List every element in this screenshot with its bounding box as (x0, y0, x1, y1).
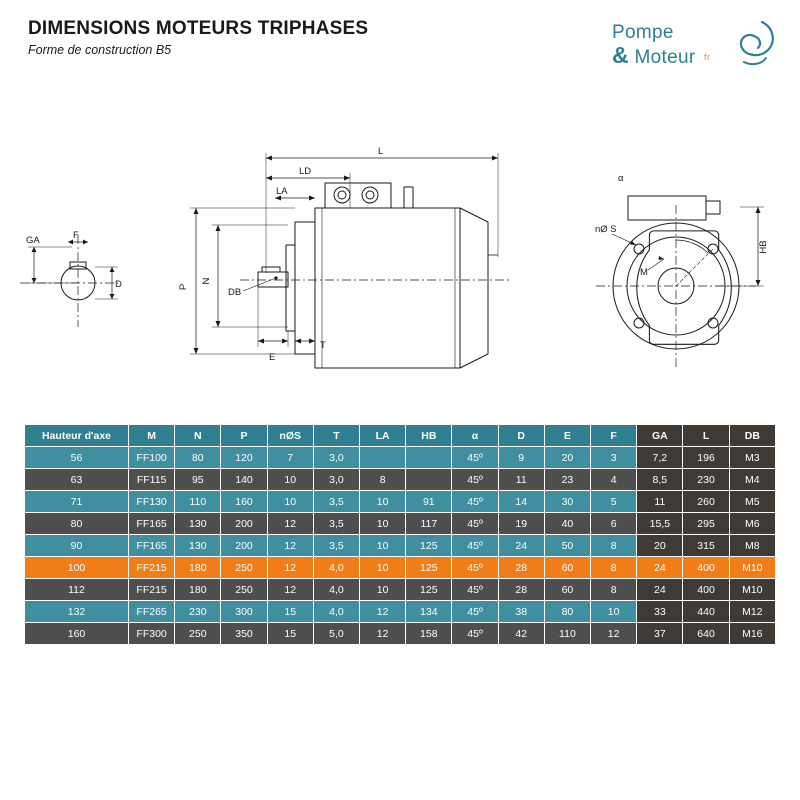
table-cell: 180 (175, 579, 221, 601)
table-cell: 12 (360, 601, 406, 623)
table-cell: 28 (498, 557, 544, 579)
table-col-header: P (221, 425, 267, 447)
table-cell: 10 (360, 535, 406, 557)
table-cell: 60 (544, 557, 590, 579)
table-cell: 400 (683, 557, 729, 579)
table-row (25, 557, 776, 579)
table-cell: 125 (406, 535, 452, 557)
table-col-header: GA (637, 425, 683, 447)
table-cell: 4,0 (313, 601, 359, 623)
label-t: T (320, 340, 326, 351)
table-cell: FF165 (129, 513, 175, 535)
table-cell: M10 (729, 557, 775, 579)
label-n: N (201, 277, 212, 285)
page-title: DIMENSIONS MOTEURS TRIPHASES (28, 18, 369, 39)
table-cell: 7,2 (637, 447, 683, 469)
table-header (25, 425, 776, 447)
table-cell: 15 (267, 601, 313, 623)
table-cell: 42 (498, 623, 544, 645)
table-cell: 11 (498, 469, 544, 491)
table-cell: 160 (25, 623, 129, 645)
technical-drawing (0, 95, 800, 415)
table-cell: 20 (544, 447, 590, 469)
table-cell: 125 (406, 557, 452, 579)
label-e: E (269, 352, 276, 363)
table-cell: 38 (498, 601, 544, 623)
table-cell: 132 (25, 601, 129, 623)
table-cell: 45º (452, 557, 498, 579)
table-cell: 28 (498, 579, 544, 601)
table-col-header: Hauteur d'axe (25, 425, 129, 447)
table-cell: 140 (221, 469, 267, 491)
table-col-header: LA (360, 425, 406, 447)
table-cell: M6 (729, 513, 775, 535)
table-cell: 295 (683, 513, 729, 535)
table-cell: 20 (637, 535, 683, 557)
table-cell: M3 (729, 447, 775, 469)
table-cell: 8 (360, 469, 406, 491)
label-alpha: α (618, 173, 624, 184)
table-cell: 12 (267, 513, 313, 535)
logo-ampersand: & (612, 42, 629, 68)
table-cell: FF300 (129, 623, 175, 645)
table-cell: 8,5 (637, 469, 683, 491)
table-cell: 12 (360, 623, 406, 645)
table-cell: 8 (591, 579, 637, 601)
table-body (25, 447, 776, 645)
table-cell: 200 (221, 513, 267, 535)
motor-side-view (190, 153, 510, 368)
table-cell (406, 469, 452, 491)
label-nos: nØ S (595, 224, 617, 235)
label-ga: GA (26, 235, 40, 246)
table-col-header: M (129, 425, 175, 447)
table-cell: 7 (267, 447, 313, 469)
table-cell: 9 (498, 447, 544, 469)
table-row (25, 601, 776, 623)
table-cell: 3,0 (313, 447, 359, 469)
table-cell: 90 (25, 535, 129, 557)
table-cell: 4,0 (313, 557, 359, 579)
table-cell: M4 (729, 469, 775, 491)
table-cell: 10 (360, 513, 406, 535)
table-cell: 3,5 (313, 491, 359, 513)
table-cell: 37 (637, 623, 683, 645)
table-cell: FF130 (129, 491, 175, 513)
table-row (25, 491, 776, 513)
brand-logo (612, 22, 772, 69)
table-cell: 40 (544, 513, 590, 535)
table-cell: 125 (406, 579, 452, 601)
table-col-header: N (175, 425, 221, 447)
table-cell: 230 (683, 469, 729, 491)
table-cell: 200 (221, 535, 267, 557)
table-cell: 56 (25, 447, 129, 469)
table-col-header: nØS (267, 425, 313, 447)
table-cell: 12 (267, 535, 313, 557)
table-cell: 10 (360, 491, 406, 513)
table-cell: 19 (498, 513, 544, 535)
table-cell: 45º (452, 535, 498, 557)
table-cell: 158 (406, 623, 452, 645)
table-cell: M16 (729, 623, 775, 645)
table-cell: 30 (544, 491, 590, 513)
table-cell: 260 (683, 491, 729, 513)
table-cell: 300 (221, 601, 267, 623)
table-cell: 12 (267, 579, 313, 601)
table-cell: 10 (591, 601, 637, 623)
table-cell: 4 (591, 469, 637, 491)
table-col-header: F (591, 425, 637, 447)
table-cell: 130 (175, 513, 221, 535)
table-cell: 24 (637, 557, 683, 579)
document-header (28, 18, 772, 88)
table-cell: 250 (221, 557, 267, 579)
table-cell: 60 (544, 579, 590, 601)
table-cell: 95 (175, 469, 221, 491)
table-cell: 5 (591, 491, 637, 513)
table-cell: FF165 (129, 535, 175, 557)
label-db: DB (228, 287, 242, 298)
table-cell: 3,5 (313, 535, 359, 557)
table-cell: 24 (498, 535, 544, 557)
table-cell (406, 447, 452, 469)
table-cell: 80 (544, 601, 590, 623)
table-col-header: D (498, 425, 544, 447)
table-cell: 640 (683, 623, 729, 645)
page-subtitle: Forme de construction B5 (28, 43, 172, 57)
table-cell: 117 (406, 513, 452, 535)
label-m: M (640, 267, 648, 278)
label-f: F (73, 230, 79, 241)
table-cell: 8 (591, 557, 637, 579)
table-cell: 315 (683, 535, 729, 557)
table-cell: 15,5 (637, 513, 683, 535)
dimensions-table (24, 424, 776, 645)
table-cell: 3,0 (313, 469, 359, 491)
table-cell: 10 (267, 491, 313, 513)
table-col-header: E (544, 425, 590, 447)
table-cell: 12 (591, 623, 637, 645)
table-row (25, 535, 776, 557)
table-cell: 50 (544, 535, 590, 557)
table-cell: 3 (591, 447, 637, 469)
dimensions-table-wrapper (24, 424, 776, 645)
table-cell: 134 (406, 601, 452, 623)
motor-dimension-diagram (0, 95, 800, 415)
table-cell: 250 (175, 623, 221, 645)
table-cell: 10 (360, 557, 406, 579)
logo-word-moteur: Moteur (634, 47, 696, 68)
table-cell: 10 (267, 469, 313, 491)
table-cell: FF265 (129, 601, 175, 623)
table-cell: 196 (683, 447, 729, 469)
table-row (25, 447, 776, 469)
table-col-header: α (452, 425, 498, 447)
table-cell: M10 (729, 579, 775, 601)
table-row (25, 469, 776, 491)
table-cell: 440 (683, 601, 729, 623)
table-cell: 33 (637, 601, 683, 623)
table-cell: 45º (452, 513, 498, 535)
table-cell: 400 (683, 579, 729, 601)
table-cell: 4,0 (313, 579, 359, 601)
table-col-header: DB (729, 425, 775, 447)
table-cell: 45º (452, 447, 498, 469)
table-cell: FF115 (129, 469, 175, 491)
table-cell: 350 (221, 623, 267, 645)
table-cell: 5,0 (313, 623, 359, 645)
table-cell: 250 (221, 579, 267, 601)
table-cell: 80 (175, 447, 221, 469)
table-cell: 230 (175, 601, 221, 623)
logo-tld: fr (704, 52, 711, 62)
table-cell: 15 (267, 623, 313, 645)
table-cell: 160 (221, 491, 267, 513)
table-cell: FF215 (129, 557, 175, 579)
table-cell: 80 (25, 513, 129, 535)
table-cell: M5 (729, 491, 775, 513)
table-cell: 45º (452, 469, 498, 491)
table-cell: 100 (25, 557, 129, 579)
table-cell (360, 447, 406, 469)
table-cell: FF100 (129, 447, 175, 469)
table-cell: 6 (591, 513, 637, 535)
table-cell: M12 (729, 601, 775, 623)
table-cell: 63 (25, 469, 129, 491)
table-cell: 23 (544, 469, 590, 491)
table-cell: 112 (25, 579, 129, 601)
label-l: L (378, 146, 384, 157)
label-ld: LD (299, 166, 312, 177)
table-col-header: T (313, 425, 359, 447)
label-hb: HB (758, 240, 769, 254)
table-cell: 71 (25, 491, 129, 513)
table-col-header: L (683, 425, 729, 447)
label-p: P (178, 283, 189, 291)
table-cell: M8 (729, 535, 775, 557)
table-cell: 45º (452, 601, 498, 623)
table-cell: FF215 (129, 579, 175, 601)
table-cell: 11 (637, 491, 683, 513)
swirl-icon (732, 18, 778, 76)
table-cell: 45º (452, 579, 498, 601)
table-cell: 180 (175, 557, 221, 579)
table-cell: 110 (175, 491, 221, 513)
table-header-row (25, 425, 776, 447)
label-d: D (115, 279, 122, 290)
table-cell: 91 (406, 491, 452, 513)
label-la: LA (276, 186, 288, 197)
table-cell: 110 (544, 623, 590, 645)
table-col-header: HB (406, 425, 452, 447)
motor-front-view (596, 196, 764, 367)
shaft-section-view (20, 235, 118, 327)
table-cell: 14 (498, 491, 544, 513)
table-cell: 12 (267, 557, 313, 579)
table-row (25, 579, 776, 601)
table-cell: 130 (175, 535, 221, 557)
table-cell: 45º (452, 491, 498, 513)
table-cell: 45º (452, 623, 498, 645)
table-cell: 24 (637, 579, 683, 601)
table-row (25, 513, 776, 535)
table-cell: 10 (360, 579, 406, 601)
logo-line-1: Pompe (612, 22, 674, 43)
table-cell: 8 (591, 535, 637, 557)
table-row (25, 623, 776, 645)
table-cell: 3,5 (313, 513, 359, 535)
table-cell: 120 (221, 447, 267, 469)
